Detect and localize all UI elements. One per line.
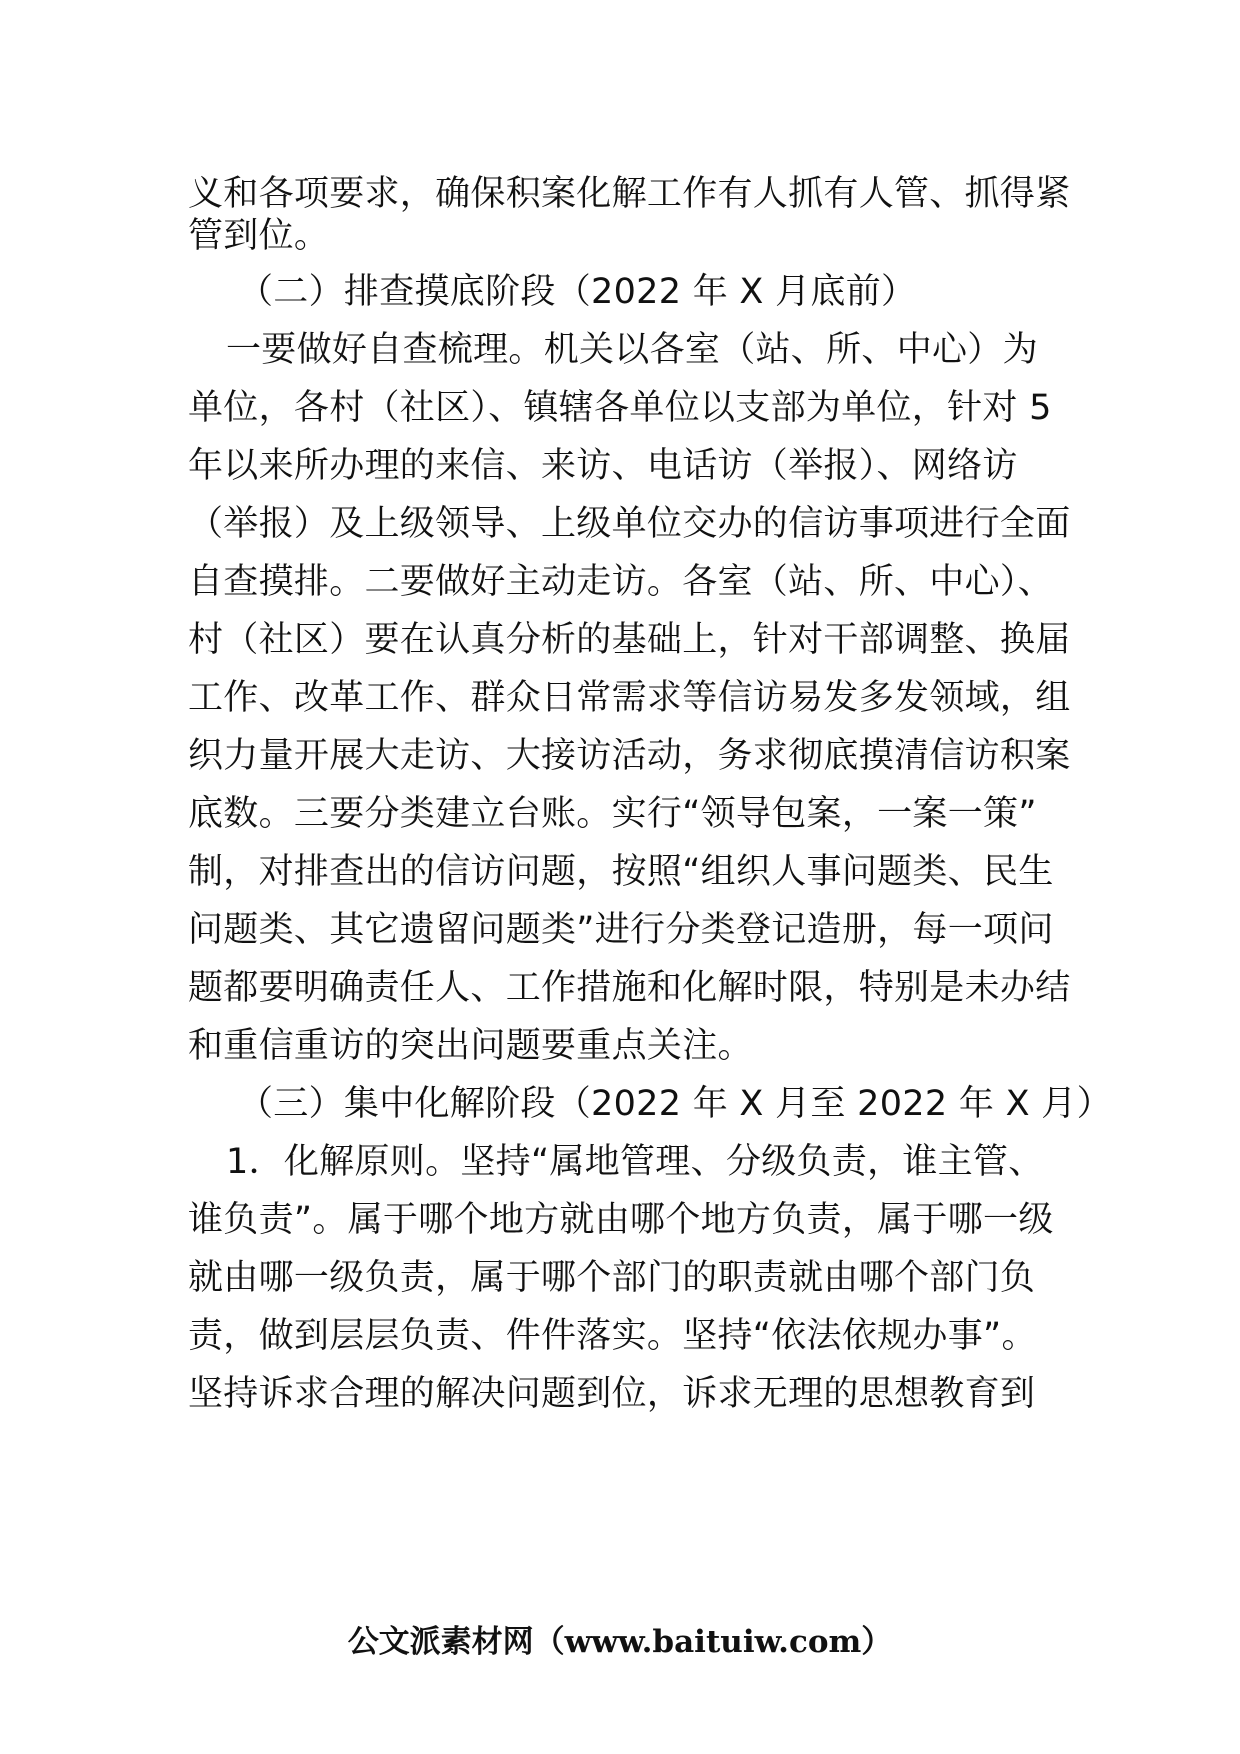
body-line: 自查摸排。二要做好主动走访。各室（站、所、中心）、 <box>188 562 1054 602</box>
body-line: 织力量开展大走访、大接访活动，务求彻底摸清信访积案 <box>188 736 1071 776</box>
body-line: 单位，各村（社区）、镇辖各单位以支部为单位，针对 5 <box>188 388 1052 428</box>
body-line: 底数。三要分类建立台账。实行“领导包案，一案一策” <box>188 794 1037 834</box>
section-heading: （二）排查摸底阶段（2022 年 X 月底前） <box>238 272 917 312</box>
body-line: 就由哪一级负责，属于哪个部门的职责就由哪个部门负 <box>188 1258 1036 1298</box>
body-line: 管到位。 <box>188 216 330 256</box>
body-line: 村（社区）要在认真分析的基础上，针对干部调整、换届 <box>188 620 1071 660</box>
body-line: 义和各项要求，确保积案化解工作有人抓有人管、抓得紧 <box>188 174 1071 214</box>
body-line: 题都要明确责任人、工作措施和化解时限，特别是未办结 <box>188 968 1071 1008</box>
body-line: 年以来所办理的来信、来访、电话访（举报）、网络访 <box>188 446 1018 486</box>
body-line: 责，做到层层负责、件件落实。坚持“依法依规办事”。 <box>188 1316 1037 1356</box>
body-line: （举报）及上级领导、上级单位交办的信访事项进行全面 <box>188 504 1071 544</box>
body-line: 坚持诉求合理的解决问题到位，诉求无理的思想教育到 <box>188 1374 1036 1414</box>
body-line: 一要做好自查梳理。机关以各室（站、所、中心）为 <box>226 330 1038 370</box>
body-line: 谁负责”。属于哪个地方就由哪个地方负责，属于哪一级 <box>188 1200 1054 1240</box>
body-line: 1．化解原则。坚持“属地管理、分级负责，谁主管、 <box>226 1142 1044 1182</box>
section-heading: （三）集中化解阶段（2022 年 X 月至 2022 年 X 月） <box>238 1084 1112 1124</box>
body-line: 工作、改革工作、群众日常需求等信访易发多发领域，组 <box>188 678 1071 718</box>
body-line: 问题类、其它遗留问题类”进行分类登记造册，每一项问 <box>188 910 1054 950</box>
body-line: 制，对排查出的信访问题，按照“组织人事问题类、民生 <box>188 852 1054 892</box>
footer-watermark: 公文派素材网（www.baituiw.com） <box>347 1624 893 1660</box>
body-line: 和重信重访的突出问题要重点关注。 <box>188 1026 753 1066</box>
